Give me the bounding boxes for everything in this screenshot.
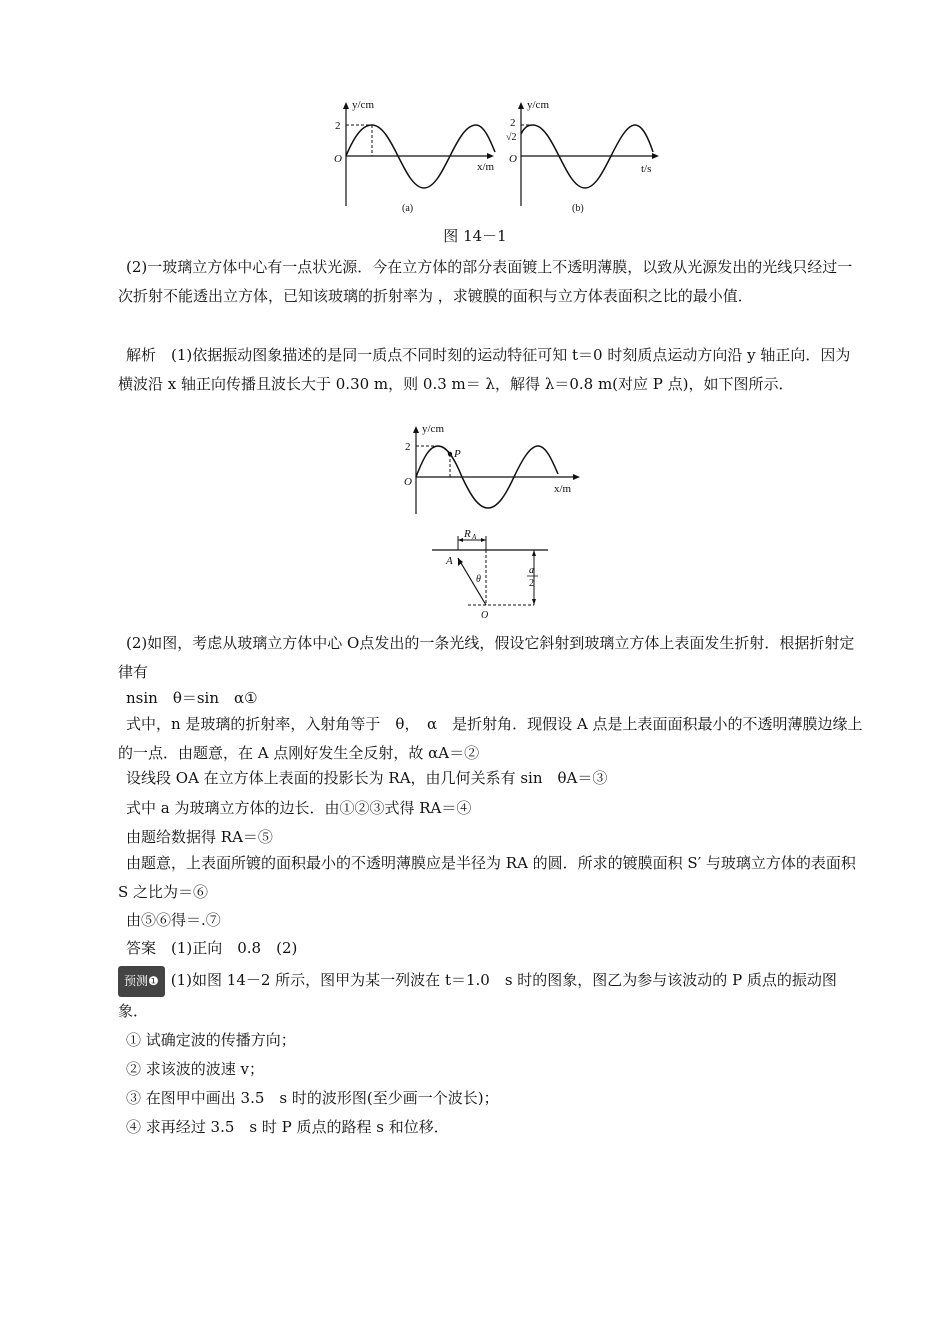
axis-y-label: y/cm [527, 99, 549, 111]
analysis-1: 解析 (1)依据振动图象描述的是同一质点不同时刻的运动特征可知 t＝0 时刻质点运动方向沿 y 轴正向．因为横波沿 x 轴正向传播且波长大于 0.30 m，则 0.3 m＝ λ，解得 λ＝0.8 m(对应 P 点)，如下图所示． [118, 346, 851, 393]
ra-subscript: A [472, 533, 477, 541]
predict-question [118, 966, 863, 1026]
origin-label: O [334, 153, 342, 165]
figure-tag: (a) [402, 203, 414, 214]
point-a: A [446, 555, 453, 567]
analysis-2c: 由题意，上表面所镀的面积最小的不透明薄膜应是半径为 RA 的圆．所求的镀膜面积 S′ 与玻璃立方体的表面积 S 之比为＝⑥ [118, 854, 856, 901]
origin-label: O [404, 476, 412, 488]
figure-wave-p [398, 424, 588, 516]
list-item: ② 求该波的波速 v； [126, 1060, 265, 1078]
figure-caption: 图 14－1 [443, 227, 507, 245]
half-denominator: 2 [529, 578, 534, 589]
predict-text: (1)如图 14－2 所示，图甲为某一列波在 t＝1.0 s 时的图象，图乙为参与该波动的 P 质点的振动图象． [118, 971, 837, 1020]
axis-y-label: y/cm [422, 424, 444, 435]
axis-x-label: x/m [477, 161, 495, 173]
analysis-line3: 设线段 OA 在立方体上表面的投影长为 RA，由几何关系有 sin θA＝③ [126, 769, 608, 787]
origin-label: O [481, 610, 489, 620]
figure-cube-geometry [428, 528, 558, 620]
figure-14-1-a [330, 96, 500, 216]
tick-2: 2 [335, 120, 341, 132]
tick-root2: √2 [506, 132, 517, 143]
analysis-2b: 式中，n 是玻璃的折射率，入射角等于 θ， α 是折射角．现假设 A 点是上表面面积最小的不透明薄膜边缘上的一点．由题意，在 A 点刚好发生全反射，故 αA＝② [118, 715, 863, 762]
half-numerator: a [529, 565, 534, 576]
figure-14-1-b [505, 96, 665, 216]
analysis-2a: (2)如图，考虑从玻璃立方体中心 O点发出的一条光线，假设它斜射到玻璃立方体上表面发生折射．根据折射定律有 [118, 634, 855, 681]
analysis-line4: 式中 a 为玻璃立方体的边长．由①②③式得 RA＝④ [126, 799, 472, 817]
theta-label: θ [476, 574, 481, 585]
list-item: ③ 在图甲中画出 3.5 s 时的波形图(至少画一个波长)； [126, 1089, 499, 1107]
ra-label: R [464, 528, 471, 540]
predict-badge: 预测❶ [118, 966, 165, 997]
axis-x-label: x/m [554, 483, 572, 495]
analysis-line7: 由⑤⑥得＝.⑦ [126, 911, 221, 929]
question-2: (2)一玻璃立方体中心有一点状光源．今在立方体的部分表面镀上不透明薄膜，以致从光源发出的光线只经过一次折射不能透出立方体，已知该玻璃的折射率为 ，求镀膜的面积与立方体表面积之比的最小值． [118, 258, 853, 305]
point-p: P [454, 448, 461, 460]
axis-x-label: t/s [641, 163, 652, 175]
equation-1: nsin θ＝sin α① [126, 689, 258, 707]
axis-y-label: y/cm [352, 99, 374, 111]
tick-2: 2 [405, 441, 411, 453]
list-item: ④ 求再经过 3.5 s 时 P 质点的路程 s 和位移． [126, 1118, 449, 1136]
list-item: ① 试确定波的传播方向； [126, 1031, 296, 1049]
figure-tag: (b) [572, 203, 584, 214]
origin-label: O [509, 153, 517, 165]
tick-2: 2 [510, 117, 516, 129]
answer-line: 答案 (1)正向 0.8 (2) [126, 939, 298, 957]
analysis-line5: 由题给数据得 RA＝⑤ [126, 828, 273, 846]
